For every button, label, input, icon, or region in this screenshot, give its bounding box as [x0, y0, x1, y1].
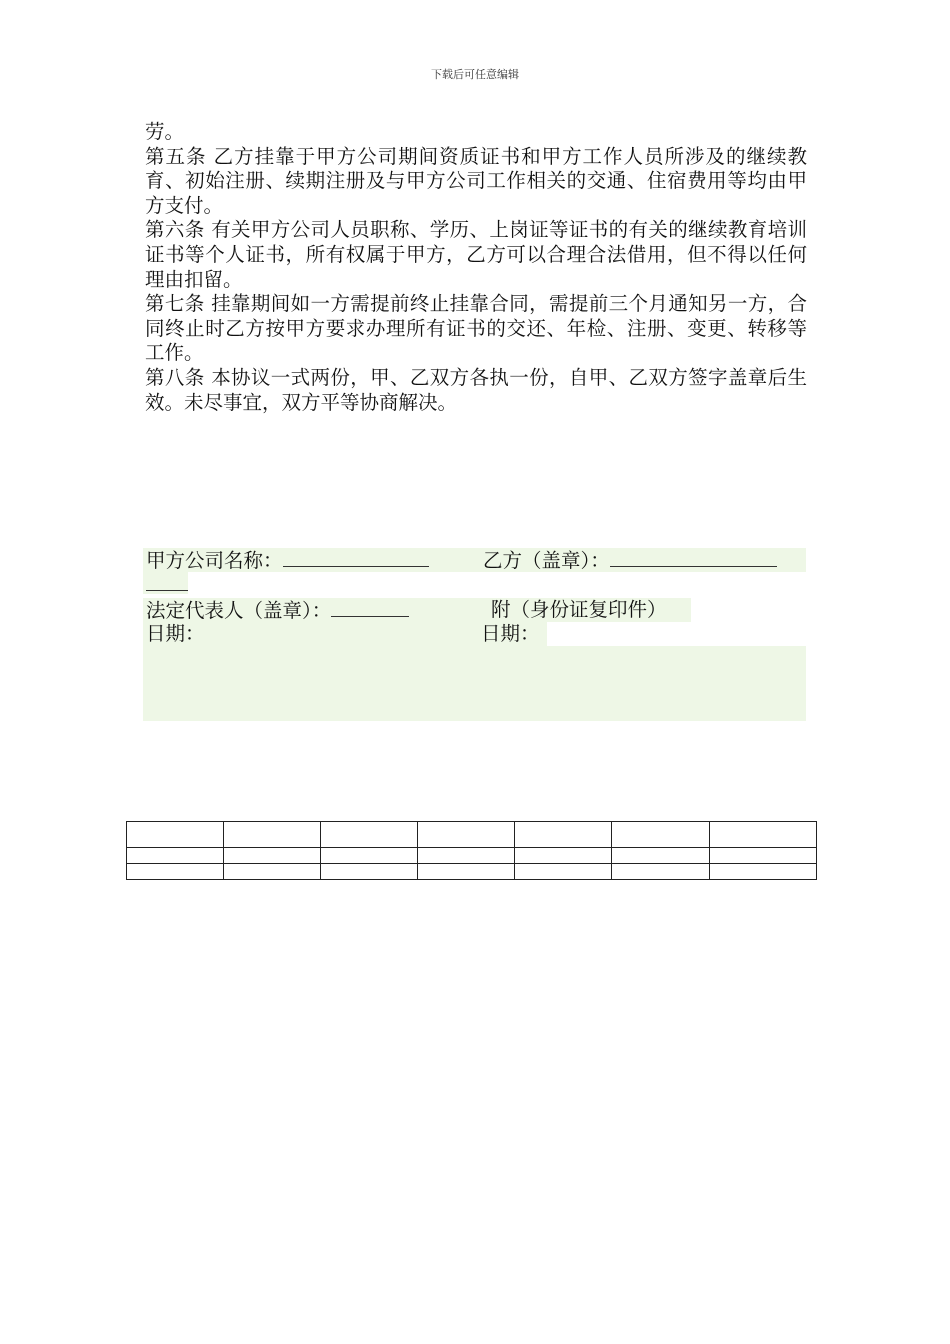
article-8: 第八条 本协议一式两份，甲、乙双方各执一份，自甲、乙双方签字盖章后生效。未尽事宜，双方平等协商解决。 [145, 365, 807, 414]
party-b-seal-blank[interactable] [610, 548, 777, 567]
legal-rep-label: 法定代表人（盖章）： [146, 599, 332, 622]
table-cell[interactable] [612, 822, 710, 848]
party-b-seal-label: 乙方（盖章）： [483, 549, 610, 572]
table-cell[interactable] [515, 848, 612, 864]
table-cell[interactable] [321, 822, 418, 848]
date-a-label: 日期： [146, 622, 205, 645]
table-cell[interactable] [127, 848, 224, 864]
article-5: 第五条 乙方挂靠于甲方公司期间资质证书和甲方工作人员所涉及的继续教育、初始注册、续期注册及与甲方公司工作相关的交通、住宿费用等均由甲方支付。 [145, 144, 807, 217]
paragraph-continuation: 劳。 [145, 120, 185, 143]
party-a-name-label: 甲方公司名称： [146, 549, 283, 572]
page-header: 下载后可任意编辑 [431, 68, 519, 81]
table-cell[interactable] [224, 822, 321, 848]
table-cell[interactable] [127, 822, 224, 848]
table-cell[interactable] [612, 864, 710, 880]
table-cell[interactable] [515, 864, 612, 880]
table-row [127, 864, 817, 880]
table-cell[interactable] [321, 864, 418, 880]
attachment-label: 附（身份证复印件） [491, 598, 667, 621]
date-b-label: 日期： [481, 622, 540, 645]
table-cell[interactable] [710, 864, 817, 880]
table-cell[interactable] [224, 848, 321, 864]
table-cell[interactable] [515, 822, 612, 848]
table-row [127, 822, 817, 848]
party-a-name-blank[interactable] [283, 548, 429, 567]
table-cell[interactable] [418, 822, 515, 848]
table-cell[interactable] [418, 848, 515, 864]
article-6: 第六条 有关甲方公司人员职称、学历、上岗证等证书的有关的继续教育培训证书等个人证书，所有权属于甲方，乙方可以合理合法借用，但不得以任何理由扣留。 [145, 218, 807, 291]
signature-block [143, 548, 806, 723]
table-cell[interactable] [127, 864, 224, 880]
table-cell[interactable] [321, 848, 418, 864]
party-b-seal-blank-wrap [146, 572, 188, 591]
legal-rep-blank[interactable] [331, 598, 409, 617]
table-cell[interactable] [418, 864, 515, 880]
table-cell[interactable] [710, 822, 817, 848]
table-cell[interactable] [612, 848, 710, 864]
contract-body [145, 120, 807, 415]
empty-table [126, 821, 817, 880]
article-7: 第七条 挂靠期间如一方需提前终止挂靠合同，需提前三个月通知另一方，合同终止时乙方按甲方要求办理所有证书的交还、年检、注册、变更、转移等工作。 [145, 292, 807, 365]
table-cell[interactable] [224, 864, 321, 880]
table-row [127, 848, 817, 864]
table-cell[interactable] [710, 848, 817, 864]
